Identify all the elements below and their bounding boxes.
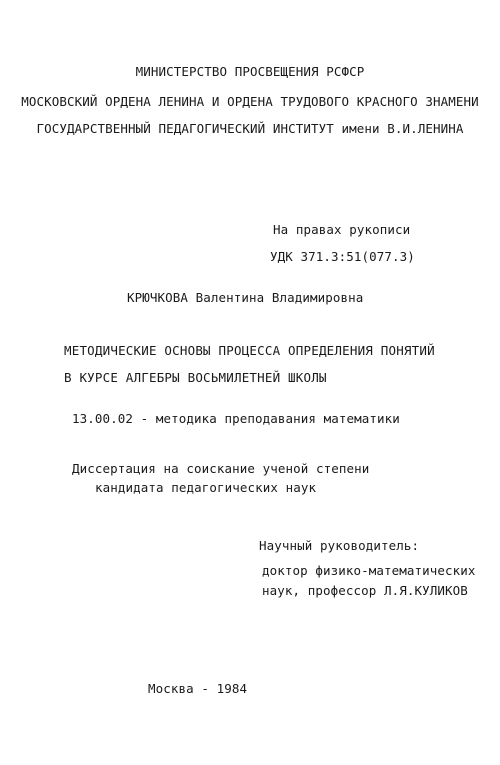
manuscript-rights: На правах рукописи — [273, 222, 411, 237]
dissertation-title-line2: В КУРСЕ АЛГЕБРЫ ВОСЬМИЛЕТНЕЙ ШКОЛЫ — [64, 370, 327, 385]
specialty-code: 13.00.02 - методика преподавания математики — [72, 411, 400, 426]
supervisor-line2: наук, профессор Л.Я.КУЛИКОВ — [262, 583, 468, 598]
institute-line: ГОСУДАРСТВЕННЫЙ ПЕДАГОГИЧЕСКИЙ ИНСТИТУТ имени В.И.ЛЕНИНА — [36, 121, 464, 136]
ministry-line: МИНИСТЕРСТВО ПРОСВЕЩЕНИЯ РСФСР — [135, 64, 365, 79]
university-line: МОСКОВСКИЙ ОРДЕНА ЛЕНИНА И ОРДЕНА ТРУДОВОГО КРАСНОГО ЗНАМЕНИ — [21, 94, 479, 109]
degree-line1: Диссертация на соискание ученой степени — [72, 461, 370, 476]
udk-code: УДК 371.3:51(077.3) — [270, 249, 415, 264]
supervisor-line1: доктор физико-математических — [262, 563, 476, 578]
place-and-year: Москва - 1984 — [148, 681, 248, 696]
degree-line2: кандидата педагогических наук — [95, 480, 317, 495]
author-name: КРЮЧКОВА Валентина Владимировна — [127, 290, 364, 305]
dissertation-title-line1: МЕТОДИЧЕСКИЕ ОСНОВЫ ПРОЦЕССА ОПРЕДЕЛЕНИЯ ПОНЯТИЙ — [64, 343, 435, 358]
supervisor-label: Научный руководитель: — [259, 538, 420, 553]
